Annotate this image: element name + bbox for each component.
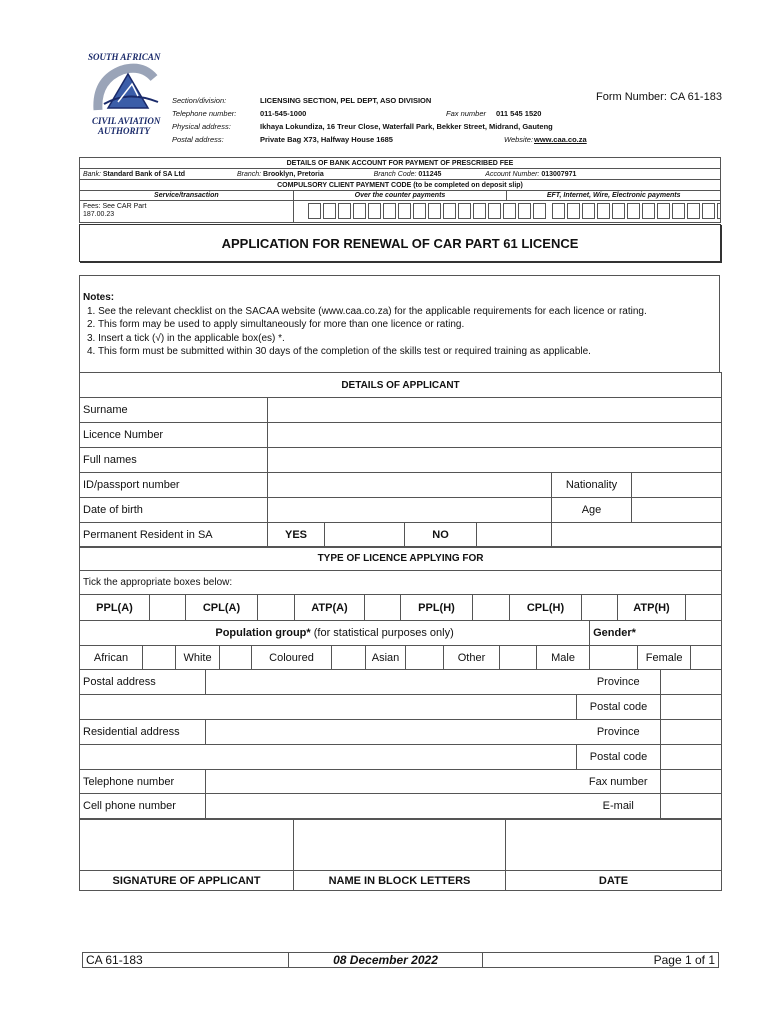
notes-heading: Notes:: [83, 292, 115, 303]
telephone-label: Telephone number: [80, 770, 206, 794]
footer-table: [82, 952, 719, 968]
ppl-h-checkbox[interactable]: [473, 595, 510, 621]
bank-info-row: [80, 169, 721, 180]
phone-label: Telephone number:: [172, 109, 237, 118]
fees-line2: 187.00.23: [83, 211, 115, 218]
payment-code-boxes[interactable]: [293, 201, 720, 223]
signature-label: SIGNATURE OF APPLICANT: [80, 871, 294, 891]
cpl-h-label: CPL(H): [510, 595, 582, 621]
payment-code-box[interactable]: [657, 203, 670, 219]
postal-address-field[interactable]: [206, 670, 577, 695]
yes-checkbox[interactable]: [325, 523, 405, 548]
branch-value: Brooklyn, Pretoria: [263, 170, 324, 178]
website-link[interactable]: www.caa.co.za: [534, 135, 587, 144]
fees-cell: [80, 201, 294, 223]
licence-type-heading: TYPE OF LICENCE APPLYING FOR: [80, 547, 722, 571]
cpl-a-checkbox[interactable]: [258, 595, 295, 621]
age-field[interactable]: [632, 498, 722, 523]
male-label: Male: [537, 646, 590, 670]
dob-label: Date of birth: [80, 498, 268, 523]
residential-address-label: Residential address: [80, 720, 206, 745]
email-label: E-mail: [577, 794, 661, 819]
atp-a-label: ATP(A): [295, 595, 365, 621]
population-note: (for statistical purposes only): [310, 627, 454, 639]
title-box: [79, 224, 721, 262]
payment-code-box[interactable]: [413, 203, 426, 219]
section-value: LICENSING SECTION, PEL DEPT, ASO DIVISION: [260, 96, 432, 105]
payment-code-box[interactable]: [567, 203, 580, 219]
eft-payments-label: EFT, Internet, Wire, Electronic payments: [507, 191, 721, 201]
payment-code-box[interactable]: [428, 203, 441, 219]
postal-province-field[interactable]: [661, 670, 722, 695]
other-label: Other: [444, 646, 500, 670]
asian-label: Asian: [366, 646, 406, 670]
footer-date: 08 December 2022: [289, 953, 483, 968]
cpl-h-checkbox[interactable]: [582, 595, 618, 621]
tick-instruction: Tick the appropriate boxes below:: [80, 571, 722, 595]
logo-line2: AUTHORITY: [98, 126, 151, 136]
cell-phone-label: Cell phone number: [80, 794, 206, 819]
payment-code-box[interactable]: [458, 203, 471, 219]
postal-province-label: Province: [577, 670, 661, 695]
physical-label: Physical address:: [172, 122, 231, 131]
population-label: Population group*: [215, 627, 311, 639]
atp-h-label: ATP(H): [618, 595, 686, 621]
block-name-field[interactable]: [294, 820, 506, 871]
phone-value: 011-545-1000: [260, 109, 307, 118]
no-checkbox[interactable]: [477, 523, 552, 548]
website-label: Website:: [504, 135, 534, 144]
fax-number-field[interactable]: [661, 770, 722, 794]
permanent-resident-label: Permanent Resident in SA: [80, 523, 268, 548]
cpl-a-label: CPL(A): [186, 595, 258, 621]
coloured-checkbox[interactable]: [332, 646, 366, 670]
branch-label: Branch:: [236, 170, 262, 178]
african-label: African: [80, 646, 143, 670]
id-passport-field[interactable]: [268, 473, 552, 498]
payment-code-box[interactable]: [398, 203, 411, 219]
age-label: Age: [552, 498, 632, 523]
payment-code-box[interactable]: [717, 203, 721, 219]
footer-page-number: Page 1 of 1: [483, 953, 719, 968]
fees-line1: Fees: See CAR Part: [83, 203, 147, 210]
service-transaction-label: Service/transaction: [80, 191, 294, 201]
residential-province-label: Province: [577, 720, 661, 745]
page-title: APPLICATION FOR RENEWAL OF CAR PART 61 LICENCE: [221, 235, 579, 251]
atp-a-checkbox[interactable]: [365, 595, 401, 621]
payment-code-box[interactable]: [702, 203, 715, 219]
payment-code-box[interactable]: [597, 203, 610, 219]
payment-code-box[interactable]: [323, 203, 336, 219]
email-field[interactable]: [661, 794, 722, 819]
licence-type-table: [79, 546, 722, 621]
nationality-field[interactable]: [632, 473, 722, 498]
note-item: 4. This form must be submitted within 30 days of the completion of the skills test or required training as applicable.: [87, 346, 591, 357]
licence-number-field[interactable]: [268, 423, 722, 448]
bank-value: Standard Bank of SA Ltd: [102, 170, 186, 178]
licence-number-label: Licence Number: [80, 423, 268, 448]
no-label: NO: [405, 523, 477, 548]
yes-label: YES: [268, 523, 325, 548]
female-checkbox[interactable]: [691, 646, 722, 670]
payment-code-box[interactable]: [368, 203, 381, 219]
female-label: Female: [638, 646, 691, 670]
surname-label: Surname: [80, 398, 268, 423]
form-number: Form Number: CA 61-183: [596, 91, 722, 103]
payment-code-box[interactable]: [642, 203, 655, 219]
postal-label: Postal address:: [172, 135, 224, 144]
payment-code-box[interactable]: [518, 203, 531, 219]
atp-h-checkbox[interactable]: [686, 595, 722, 621]
fax-number-label: Fax number: [577, 770, 661, 794]
postal-address-line2-field[interactable]: [80, 695, 577, 720]
male-checkbox[interactable]: [590, 646, 638, 670]
logo-top-text: SOUTH AFRICAN: [88, 52, 161, 62]
notes-box: [79, 275, 720, 372]
bank-label: Bank:: [83, 170, 101, 178]
resident-blank: [552, 523, 722, 548]
date-label: DATE: [506, 871, 722, 891]
full-names-label: Full names: [80, 448, 268, 473]
ppl-a-label: PPL(A): [80, 595, 150, 621]
payment-code-box[interactable]: [443, 203, 456, 219]
logo-line1: CIVIL AVIATION: [92, 116, 161, 126]
full-names-field[interactable]: [268, 448, 722, 473]
asian-checkbox[interactable]: [406, 646, 444, 670]
account-value: 013007971: [541, 170, 577, 178]
payment-code-box[interactable]: [582, 203, 595, 219]
residential-address-field[interactable]: [206, 720, 577, 745]
payment-code-box[interactable]: [552, 203, 565, 219]
counter-payments-label: Over the counter payments: [293, 191, 507, 201]
logo-emblem-icon: [88, 62, 164, 118]
bank-title: DETAILS OF BANK ACCOUNT FOR PAYMENT OF PRESCRIBED FEE: [80, 158, 721, 169]
residential-province-field[interactable]: [661, 720, 722, 745]
postal-value: Private Bag X73, Halfway House 1685: [260, 135, 393, 144]
residential-postal-code-field[interactable]: [661, 745, 722, 770]
contact-table: [79, 669, 722, 819]
payment-code-box[interactable]: [627, 203, 640, 219]
postal-code-label: Postal code: [577, 695, 661, 720]
surname-field[interactable]: [268, 398, 722, 423]
payment-code-box[interactable]: [308, 203, 321, 219]
population-table: [79, 620, 722, 670]
note-item: 1. See the relevant checklist on the SACAA website (www.caa.co.za) for the applicable requirements for each licence or rating.: [87, 305, 647, 317]
footer-form-code: CA 61-183: [83, 953, 289, 968]
note-item: 2. This form may be used to apply simultaneously for more than one licence or rating.: [87, 319, 465, 330]
id-passport-label: ID/passport number: [80, 473, 268, 498]
payment-code-box[interactable]: [473, 203, 486, 219]
payment-code-box[interactable]: [533, 203, 546, 219]
cell-phone-field[interactable]: [206, 794, 577, 819]
payment-code-box[interactable]: [383, 203, 396, 219]
payment-code-box[interactable]: [338, 203, 351, 219]
population-heading: [80, 621, 590, 646]
gender-label: Gender*: [590, 621, 722, 646]
branch-code-value: 011245: [418, 170, 442, 178]
residential-address-line2-field[interactable]: [80, 745, 577, 770]
payment-code-box[interactable]: [672, 203, 685, 219]
ppl-h-label: PPL(H): [401, 595, 473, 621]
white-checkbox[interactable]: [220, 646, 252, 670]
ppl-a-checkbox[interactable]: [150, 595, 186, 621]
date-field[interactable]: [506, 820, 722, 871]
payment-code-box[interactable]: [687, 203, 700, 219]
payment-code-box[interactable]: [612, 203, 625, 219]
telephone-field[interactable]: [206, 770, 577, 794]
applicant-table: [79, 372, 722, 548]
dob-field[interactable]: [268, 498, 552, 523]
signature-field[interactable]: [80, 820, 294, 871]
white-label: White: [176, 646, 220, 670]
payment-code-box[interactable]: [353, 203, 366, 219]
postal-address-label: Postal address: [80, 670, 206, 695]
postal-code-field[interactable]: [661, 695, 722, 720]
account-label: Account Number:: [485, 170, 540, 178]
compulsory-code: COMPULSORY CLIENT PAYMENT CODE (to be completed on deposit slip): [80, 180, 721, 191]
section-label: Section/division:: [172, 96, 227, 105]
physical-value: Ikhaya Lokundiza, 16 Treur Close, Waterfall Park, Bekker Street, Midrand, Gauteng: [260, 122, 553, 131]
residential-postal-code-label: Postal code: [577, 745, 661, 770]
branch-code-label: Branch Code:: [373, 170, 417, 178]
coloured-label: Coloured: [252, 646, 332, 670]
bank-details-table: [79, 157, 721, 223]
fax-label: Fax number: [446, 109, 487, 118]
payment-code-box[interactable]: [488, 203, 501, 219]
caa-logo: [80, 50, 170, 140]
note-item: 3. Insert a tick (√) in the applicable box(es) *.: [87, 332, 285, 344]
block-name-label: NAME IN BLOCK LETTERS: [294, 871, 506, 891]
nationality-label: Nationality: [552, 473, 632, 498]
african-checkbox[interactable]: [143, 646, 176, 670]
fax-value: 011 545 1520: [496, 109, 542, 118]
other-checkbox[interactable]: [500, 646, 537, 670]
applicant-heading: DETAILS OF APPLICANT: [80, 373, 722, 398]
signature-table: [79, 819, 722, 891]
payment-code-box[interactable]: [503, 203, 516, 219]
